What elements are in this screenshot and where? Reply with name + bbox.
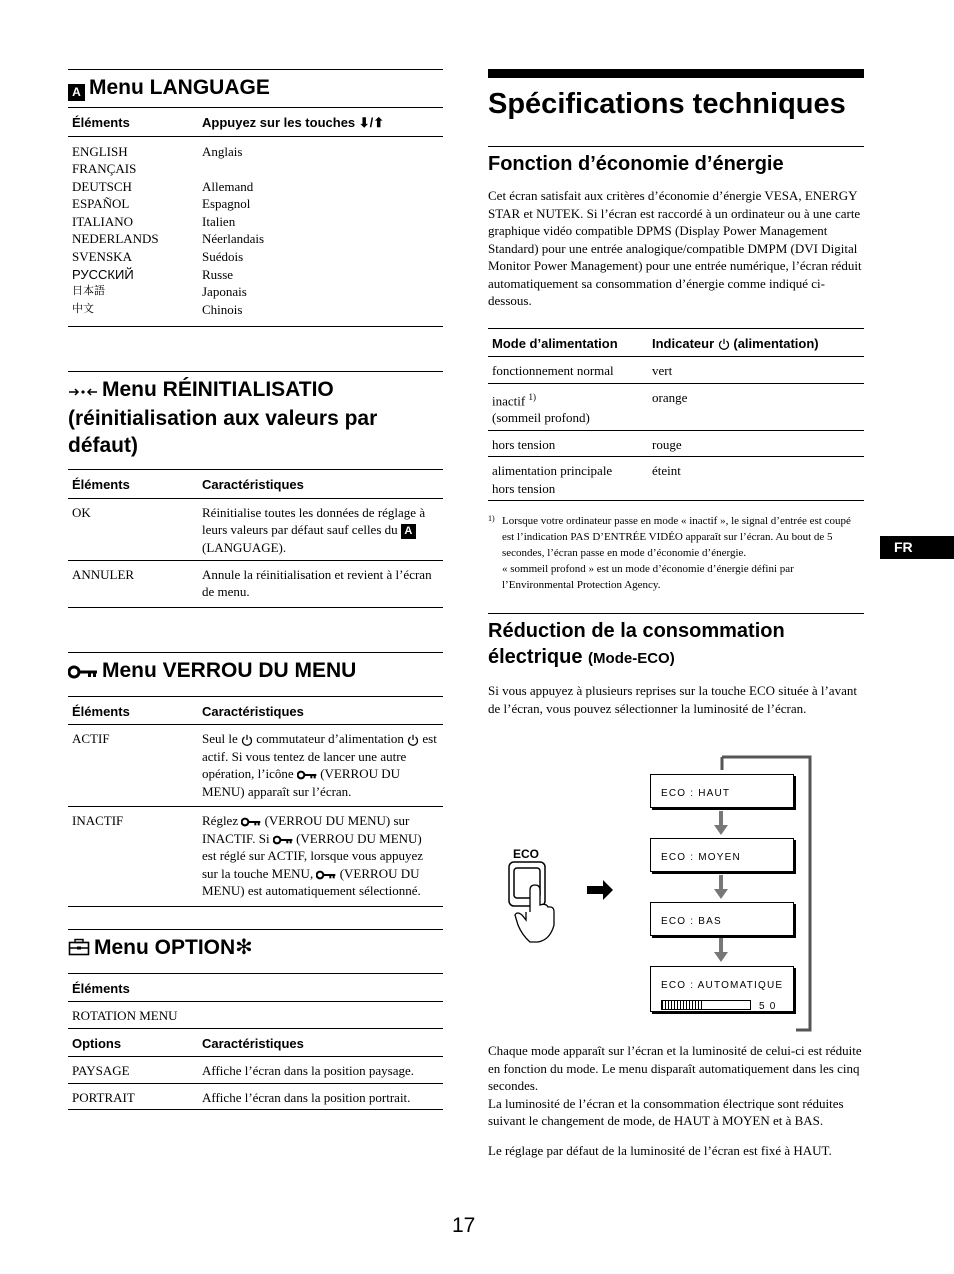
eco-mode-high: ECO : HAUT — [650, 774, 794, 808]
power-mode-cell: inactif $^{1)}$ (sommeil profond) — [488, 383, 648, 430]
language-translation: Espagnol — [202, 196, 251, 212]
language-translation: Italien — [202, 213, 236, 229]
option-landscape-description: Affiche l’écran dans la position paysage. — [198, 1057, 443, 1084]
toolbox-icon — [68, 936, 90, 963]
eco-brightness-fill — [662, 1001, 702, 1009]
key-icon — [316, 866, 336, 881]
option-heading — [68, 929, 443, 963]
lock-title: Menu VERROU DU MENU — [102, 658, 357, 682]
eco-title: Réduction de la consommation électrique — [488, 620, 785, 669]
power-mode-cell: fonctionnement normal — [488, 357, 648, 384]
reset-cancel-description: Annule la réinitialisation et revient à l’écran de menu. — [198, 560, 443, 607]
language-item: ENGLISH — [72, 143, 128, 159]
key-icon — [241, 813, 261, 828]
page-title: Spécifications techniques — [488, 69, 864, 124]
language-item: 日本語 — [72, 285, 105, 298]
eco-para-3: Le réglage par défaut de la luminosité de l’écran est fixé à HAUT. — [488, 1142, 832, 1158]
language-table — [68, 107, 443, 327]
footnote — [488, 513, 864, 593]
right-column — [488, 69, 864, 717]
eco-mode-auto — [650, 966, 794, 1012]
indicator-cell: orange — [648, 383, 864, 430]
language-translation: Néerlandais — [202, 231, 265, 247]
option-rotation-menu: ROTATION MENU — [68, 1002, 443, 1029]
power-mode-table — [488, 328, 864, 502]
option-header-elements: Éléments — [68, 973, 443, 1002]
language-item: SVENSKA — [72, 249, 132, 265]
language-item: DEUTSCH — [72, 178, 132, 194]
reset-heading — [68, 371, 443, 459]
indicator-cell: vert — [648, 357, 864, 384]
eco-title-mode: (Mode-ECO) — [588, 650, 675, 668]
language-header-keys: Appuyez sur les touches ⬇/⬆ — [198, 108, 443, 137]
language-header-elements: Éléments — [68, 108, 198, 137]
option-portrait-label: PORTRAIT — [68, 1083, 198, 1110]
language-translation: Chinois — [202, 301, 243, 317]
power-mode-cell: hors tension — [488, 430, 648, 457]
option-header-features: Caractéristiques — [198, 1028, 443, 1057]
reset-cancel-label: ANNULER — [68, 560, 198, 607]
lock-header-elements: Éléments — [68, 696, 198, 725]
eco-mode-low: ECO : BAS — [650, 902, 794, 936]
option-title: Menu OPTION — [94, 935, 236, 959]
language-translations — [198, 136, 443, 327]
key-icon — [297, 766, 317, 781]
language-item: ITALIANO — [72, 213, 134, 229]
lock-heading — [68, 652, 443, 686]
language-translation: Suédois — [202, 249, 244, 265]
eco-para-2: La luminosité de l’écran et la consommation électrique sont réduites suivant le changement de mode, de HAUT à MOYEN et à BAS. — [488, 1095, 844, 1128]
indicator-cell: rouge — [648, 430, 864, 457]
language-a-icon: A — [401, 524, 416, 539]
language-translation: Russe — [202, 266, 234, 282]
reset-header-features: Caractéristiques — [198, 470, 443, 499]
key-icon — [68, 659, 98, 686]
option-portrait-description: Affiche l’écran dans la position portrait. — [198, 1083, 443, 1110]
language-tab-fr: FR — [880, 536, 954, 559]
footnote-text-2: « sommeil profond » est un mode d’économie d’énergie défini par l’Environmental Protection Agency. — [502, 563, 794, 592]
reset-table — [68, 469, 443, 608]
left-column — [68, 69, 443, 1110]
eco-mode-medium: ECO : MOYEN — [650, 838, 794, 872]
eco-para-1: Chaque mode apparaît sur l’écran et la luminosité de celui-ci est réduite en fonction du mode. Le menu disparaît automatiquement dans les cinq secondes. — [488, 1043, 862, 1093]
option-header-options: Options — [68, 1028, 198, 1057]
energy-saving-body: Cet écran satisfait aux critères d’économie d’énergie VESA, ENERGY STAR et NUTEK. Si l’écran est raccordé à un ordinateur ou à une carte graphique vidéo compatible DPMS (Display Power Management Standard) pour une entrée analogique/compatible DMPM (DVI Digital Monitor Power Management) pour une entrée numérique, l’écran réduit automatiquement sa consommation d’énergie comme indiqué ci-dessous. — [488, 188, 862, 308]
language-names — [68, 136, 198, 327]
energy-saving-heading: Fonction d’économie d’énergie — [488, 146, 864, 177]
lock-actif-description: Seul le commutateur d’alimentation est actif. Si vous tentez de lancer une autre opération, l’icône (VERROU DU MENU) apparaît sur l’écran. — [198, 725, 443, 807]
language-a-icon: A — [68, 76, 85, 103]
language-item: ESPAÑOL — [72, 196, 130, 212]
lock-inactif-label: INACTIF — [68, 807, 198, 907]
key-icon — [273, 831, 293, 846]
language-translation: Anglais — [202, 143, 243, 159]
power-icon — [241, 731, 253, 746]
lock-actif-label: ACTIF — [68, 725, 198, 807]
reset-ok-description: Réinitialise toutes les données de réglage à leurs valeurs par défaut sauf celles du A (LANGUAGE). — [198, 498, 443, 560]
eco-auto-value: 5 0 — [759, 1000, 777, 1012]
eco-explanation — [488, 1042, 864, 1159]
language-item: РУССКИЙ — [72, 266, 134, 282]
page-number: 17 — [452, 1214, 476, 1237]
language-heading — [68, 69, 443, 103]
eco-brightness-bar — [661, 1000, 751, 1010]
lock-header-features: Caractéristiques — [198, 696, 443, 725]
eco-button-label: ECO — [513, 847, 540, 861]
eco-auto-bar-row — [661, 998, 793, 1012]
eco-heading — [488, 613, 864, 672]
language-translation: Japonais — [202, 284, 247, 300]
language-title: Menu LANGUAGE — [89, 76, 270, 99]
eco-intro: Si vous appuyez à plusieurs reprises sur la touche ECO située à l’avant de l’écran, vous pouvez sélectionner la luminosité de l’écran. — [488, 683, 857, 716]
reset-arrows-icon — [68, 378, 98, 405]
power-icon — [718, 336, 730, 351]
down-up-arrow-icon: ⬇/⬆ — [358, 115, 385, 130]
power-mode-header: Mode d’alimentation — [488, 328, 648, 357]
language-item: FRANÇAIS — [72, 161, 137, 177]
reset-header-elements: Éléments — [68, 470, 198, 499]
reset-title: Menu RÉINITIALISATIO (réinitialisation aux valeurs par défaut) — [68, 378, 378, 458]
indicator-header: Indicateur (alimentation) — [648, 328, 864, 357]
eco-mode-auto-label: ECO : AUTOMATIQUE — [661, 980, 784, 991]
lock-inactif-description: Réglez (VERROU DU MENU) sur INACTIF. Si (VERROU DU MENU) est réglé sur ACTIF, lorsque vous appuyez sur la touche MENU, (VERROU DU MENU) est automatiquement sélectionné. — [198, 807, 443, 907]
option-landscape-label: PAYSAGE — [68, 1057, 198, 1084]
language-translation — [202, 160, 439, 178]
indicator-cell: éteint — [648, 457, 864, 501]
footnote-mark: 1) — [488, 514, 495, 524]
language-item: 中文 — [72, 302, 94, 315]
language-item: NEDERLANDS — [72, 231, 159, 247]
reset-ok-label: OK — [68, 498, 198, 560]
power-mode-cell: alimentation principale hors tension — [488, 457, 648, 501]
lock-table — [68, 696, 443, 907]
language-translation: Allemand — [202, 178, 254, 194]
footnote-text-1: Lorsque votre ordinateur passe en mode « inactif », le signal d’entrée est coupé est l’indication PAS D’ENTRÉE VIDÉO apparaît sur l’écran. Au bout de 5 secondes, l’écran passe en mode d’économie d’énergie. — [502, 515, 851, 560]
asterisk-mark: ✻ — [235, 935, 253, 959]
power-icon — [407, 731, 419, 746]
option-table — [68, 973, 443, 1111]
